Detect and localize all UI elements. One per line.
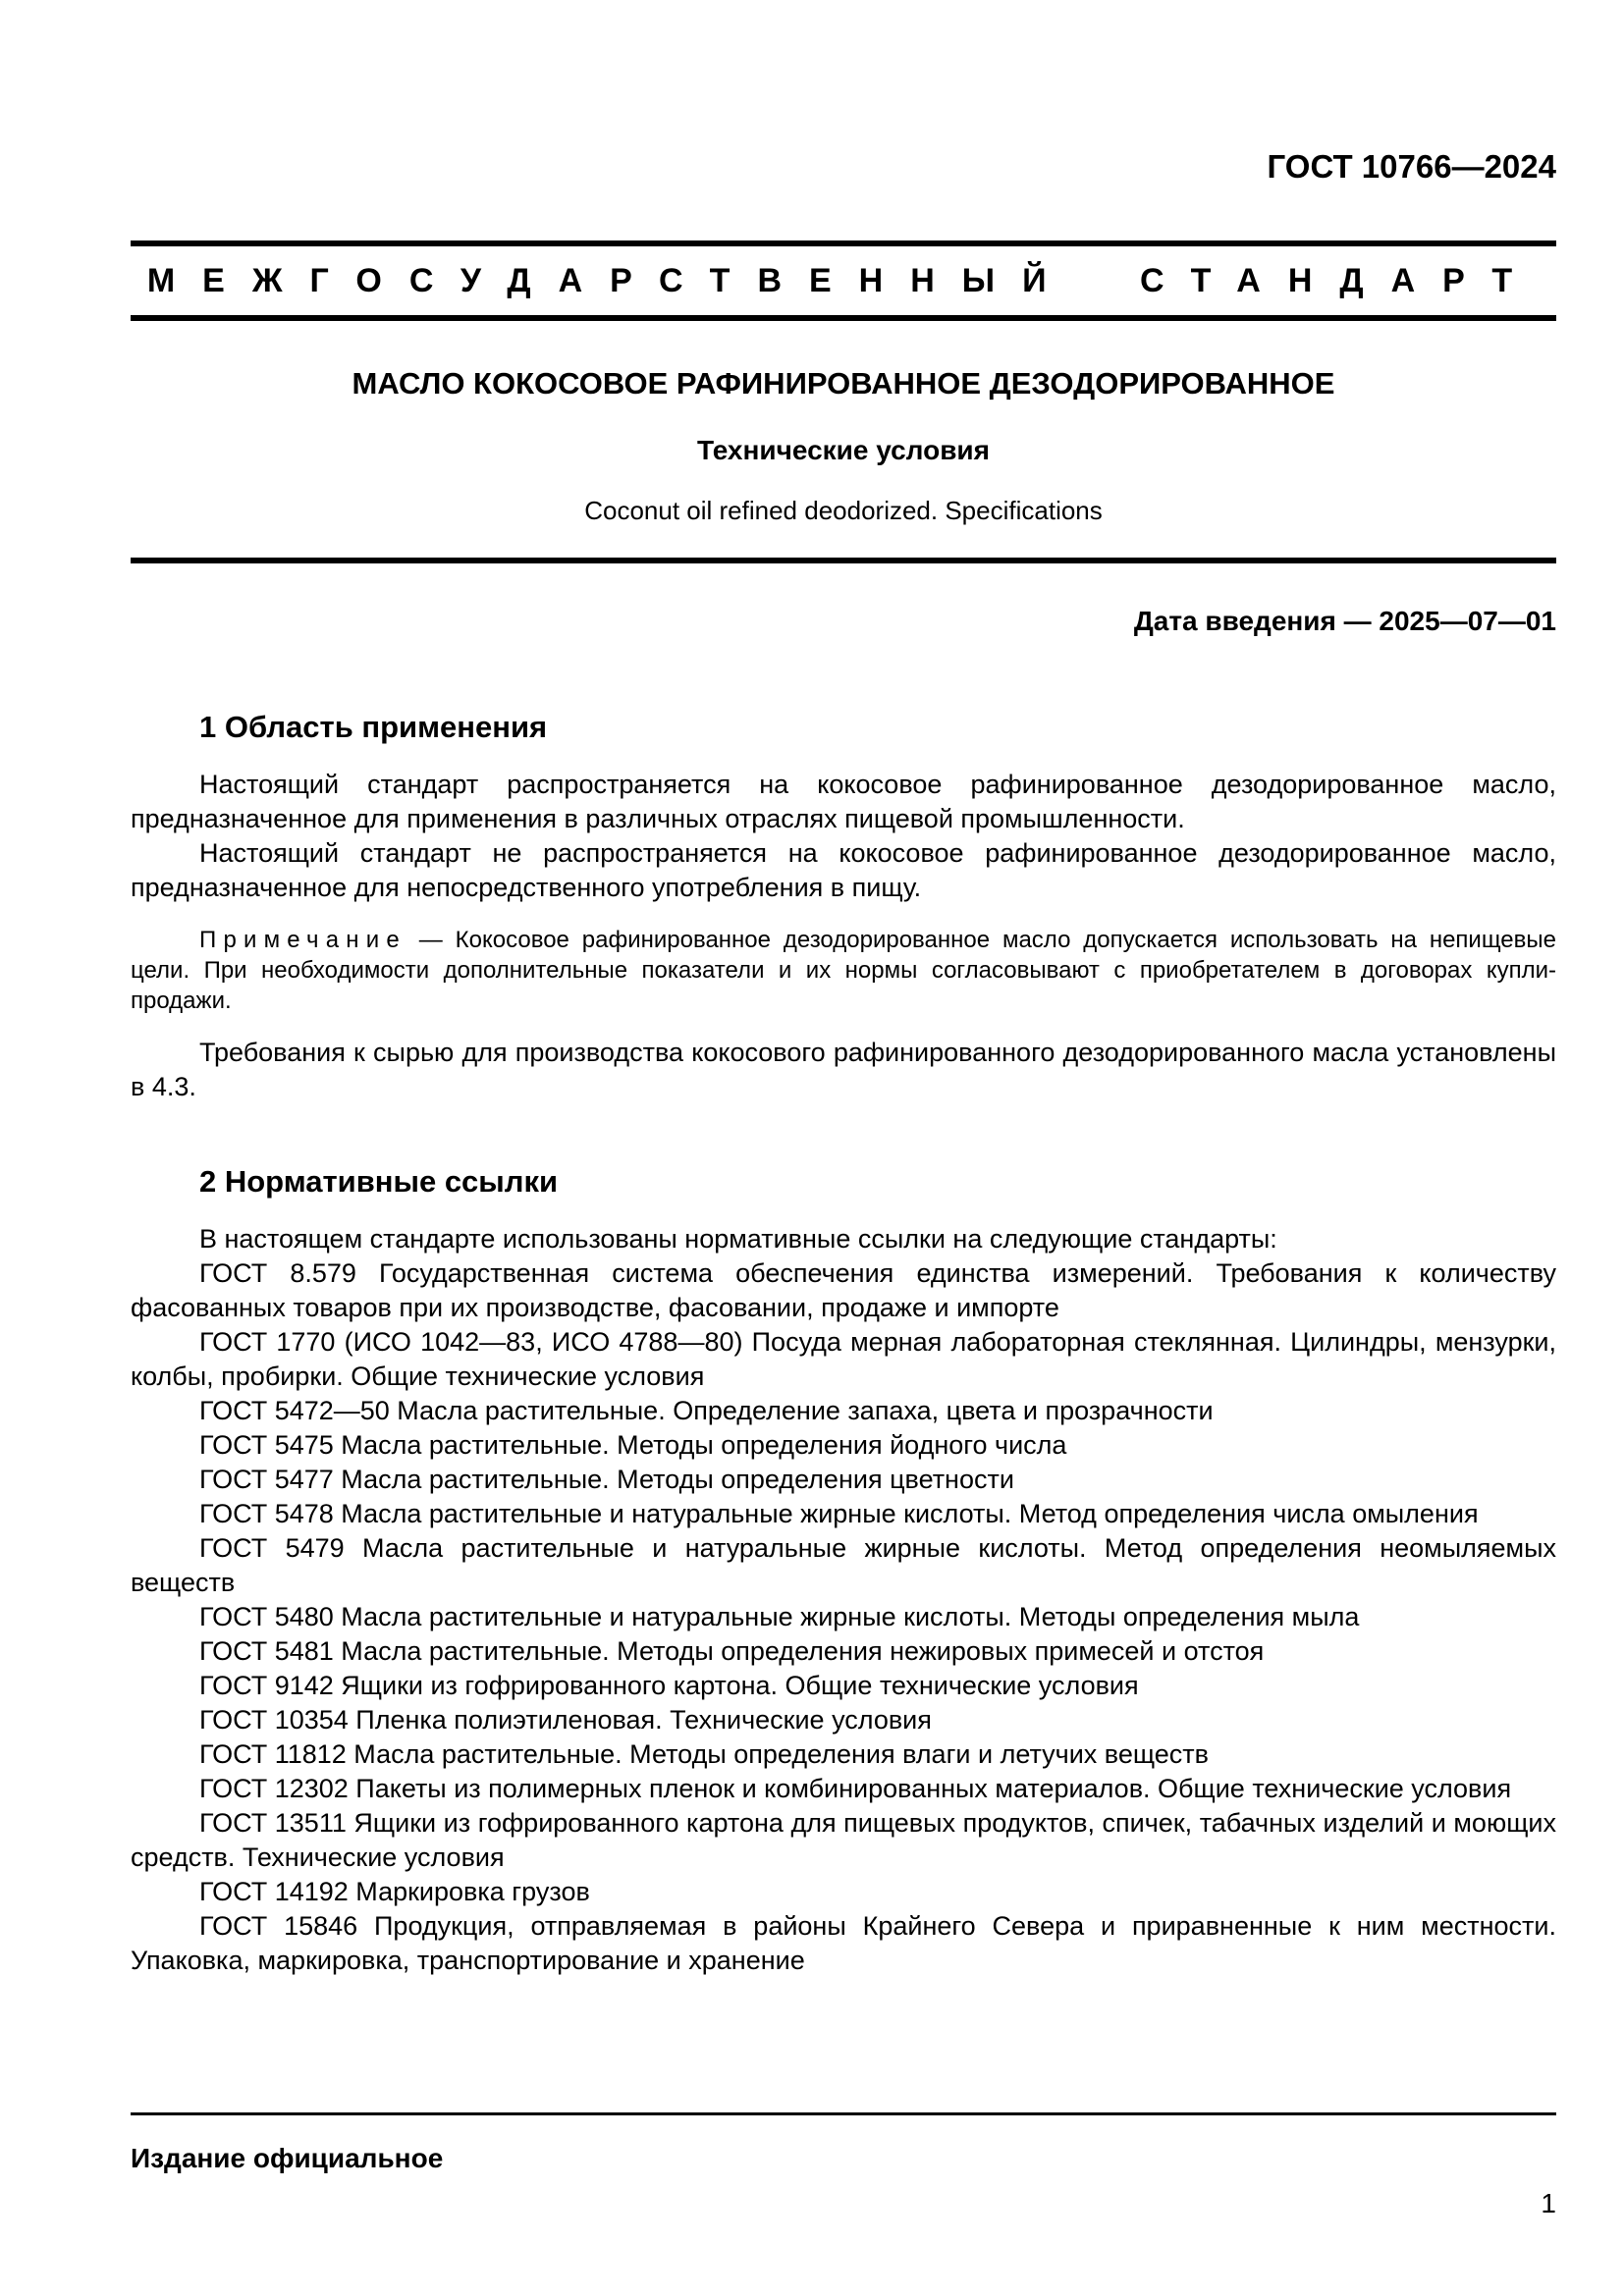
note-text: — Кокосовое рафинированное дезодорированное масло допускается использовать на непищевые цели. При необходимости дополнительные показатели и их нормы согласовывают с приобретателем в договорах купли-продажи. [131,927,1556,1014]
reference-item: ГОСТ 9142 Ящики из гофрированного картона. Общие технические условия [199,1671,1139,1700]
separator-rule [131,558,1556,563]
reference-item: ГОСТ 5472—50 Масла растительные. Определение запаха, цвета и прозрачности [199,1396,1214,1425]
edition-label: Издание официальное [131,2143,444,2173]
references-intro: В настоящем стандарте использованы нормативные ссылки на следующие стандарты: [199,1224,1277,1254]
reference-item: ГОСТ 5478 Масла растительные и натуральные жирные кислоты. Метод определения числа омыления [199,1499,1479,1528]
reference-item: ГОСТ 14192 Маркировка грузов [199,1877,590,1906]
document-code: ГОСТ 10766—2024 [1267,148,1556,185]
section-2-heading: 2 Нормативные ссылки [199,1164,559,1199]
reference-item: ГОСТ 5479 Масла растительные и натуральные жирные кислоты. Метод определения неомыляемых веществ [131,1533,1556,1597]
reference-item: ГОСТ 12302 Пакеты из полимерных пленок и комбинированных материалов. Общие технические условия [199,1774,1512,1803]
reference-item: ГОСТ 5480 Масла растительные и натуральные жирные кислоты. Методы определения мыла [199,1602,1360,1631]
page-number: 1 [1541,2188,1556,2218]
page-content [131,0,1556,1978]
section-1-heading: 1 Область применения [199,710,548,744]
reference-item: ГОСТ 15846 Продукция, отправляемая в районы Крайнего Севера и приравненные к ним местности. Упаковка, маркировка, транспортирование и хранение [131,1911,1556,1975]
standard-type-banner [131,240,1556,321]
document-title: МАСЛО КОКОСОВОЕ РАФИНИРОВАННОЕ ДЕЗОДОРИРОВАННОЕ [352,366,1335,400]
reference-list [131,1256,1556,1978]
reference-item: ГОСТ 8.579 Государственная система обеспечения единства измерений. Требования к количеству фасованных товаров при их производстве, фасовании, продаже и импорте [131,1258,1556,1322]
scope-paragraph-1: Настоящий стандарт распространяется на кокосовое рафинированное дезодорированное масло, предназначенное для применения в различных отраслях пищевой промышленности. [131,770,1556,833]
standard-type-text: МЕЖГОСУДАРСТВЕННЫЙ СТАНДАРТ [146,262,1541,299]
scope-paragraph-3: Требования к сырью для производства кокосового рафинированного дезодорированного масла установлены в 4.3. [131,1038,1556,1101]
effective-date: Дата введения — 2025—07—01 [1133,606,1556,636]
note-label: Примечание [199,927,406,953]
document-title-english: Coconut oil refined deodorized. Specifications [584,496,1103,525]
document-subtitle: Технические условия [697,435,990,465]
footer-rule [131,2112,1556,2115]
reference-item: ГОСТ 5475 Масла растительные. Методы определения йодного числа [199,1430,1067,1460]
scope-paragraph-2: Настоящий стандарт не распространяется на кокосовое рафинированное дезодорированное масло, предназначенное для непосредственного употребления в пищу. [131,838,1556,902]
reference-item: ГОСТ 5477 Масла растительные. Методы определения цветности [199,1465,1014,1494]
scope-note [131,925,1556,1016]
reference-item: ГОСТ 5481 Масла растительные. Методы определения нежировых примесей и отстоя [199,1636,1265,1666]
reference-item: ГОСТ 1770 (ИСО 1042—83, ИСО 4788—80) Посуда мерная лабораторная стеклянная. Цилиндры, мензурки, колбы, пробирки. Общие технические условия [131,1327,1556,1391]
reference-item: ГОСТ 13511 Ящики из гофрированного картона для пищевых продуктов, спичек, табачных изделий и моющих средств. Технические условия [131,1808,1556,1872]
reference-item: ГОСТ 10354 Пленка полиэтиленовая. Технические условия [199,1705,932,1735]
reference-item: ГОСТ 11812 Масла растительные. Методы определения влаги и летучих веществ [199,1739,1209,1769]
